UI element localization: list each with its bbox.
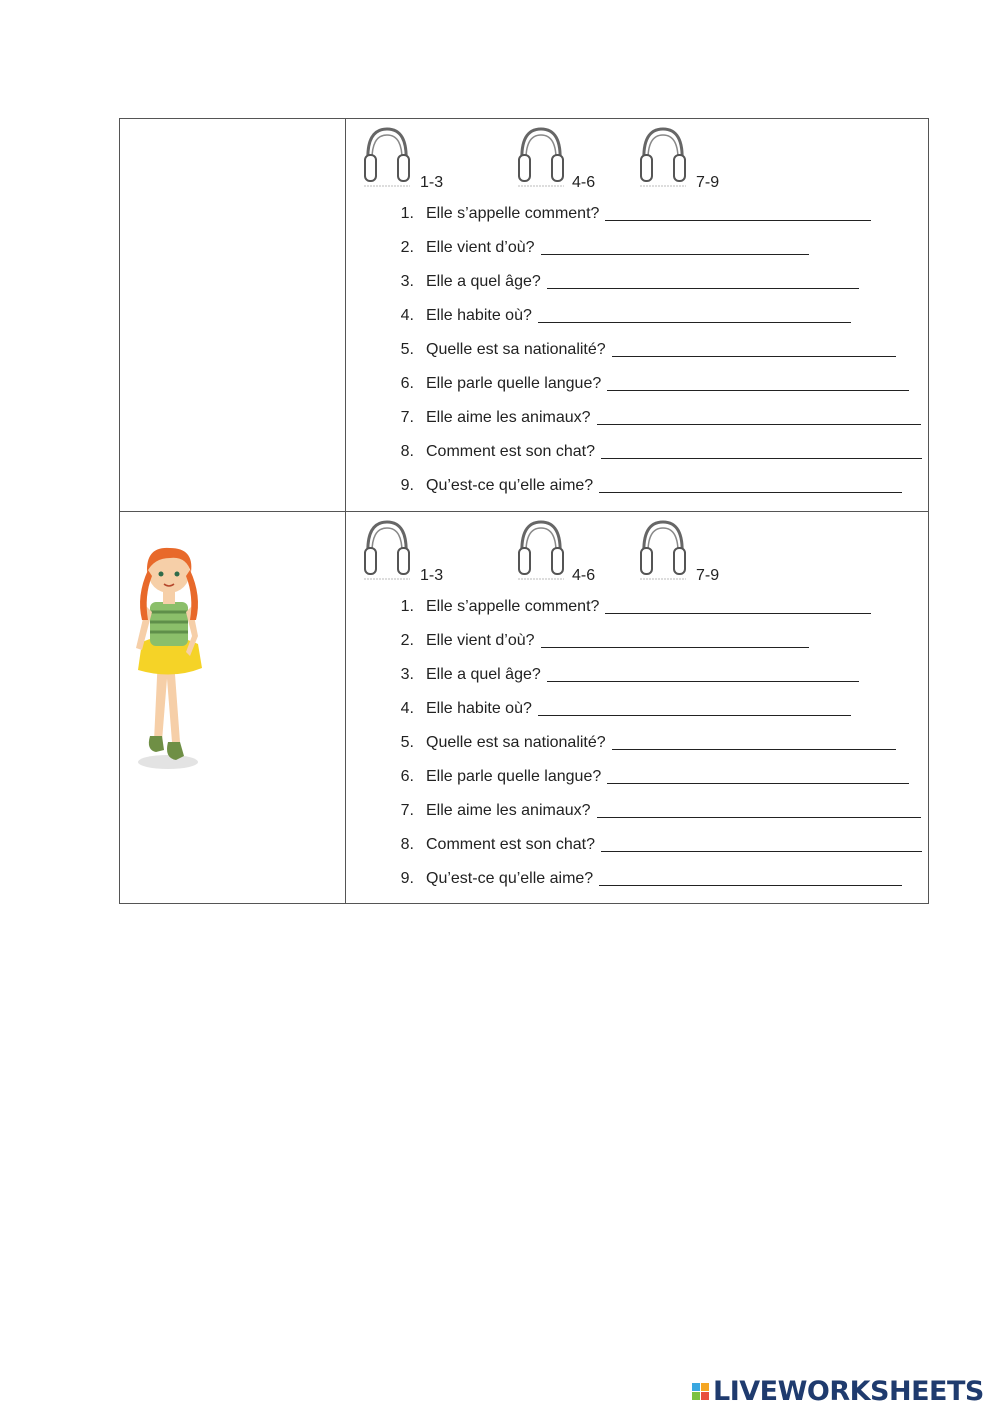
question-text: Qu’est-ce qu’elle aime? [426, 477, 594, 494]
logo-square-1 [692, 1383, 700, 1391]
question-item [376, 477, 922, 511]
answer-blank[interactable] [605, 205, 871, 221]
answer-blank[interactable] [599, 477, 902, 493]
question-text: Comment est son chat? [426, 836, 595, 853]
audio-range-label: 1-3 [420, 174, 444, 191]
question-item [376, 802, 922, 836]
question-item [376, 700, 922, 734]
question-item [376, 239, 922, 273]
question-text: Quelle est sa nationalité? [426, 341, 606, 358]
worksheet-table [119, 118, 929, 904]
question-number: 7. [400, 802, 414, 819]
question-text: Elle vient d’où? [426, 239, 535, 256]
question-number: 4. [400, 700, 414, 717]
question-number: 5. [400, 341, 414, 358]
audio-range-label: 1-3 [420, 567, 444, 584]
question-item [376, 205, 922, 239]
question-item [376, 273, 922, 307]
question-number: 6. [400, 375, 414, 392]
answer-blank[interactable] [607, 375, 909, 391]
question-text: Elle habite où? [426, 700, 532, 717]
question-item [376, 375, 922, 409]
question-text: Elle s’appelle comment? [426, 205, 600, 222]
question-list [376, 205, 922, 511]
headphones-icon[interactable] [516, 125, 566, 189]
question-number: 6. [400, 768, 414, 785]
headphones-icon[interactable] [516, 518, 566, 582]
answer-blank[interactable] [597, 409, 921, 425]
answer-blank[interactable] [541, 632, 809, 648]
question-number: 3. [400, 273, 414, 290]
logo-square-4 [701, 1392, 709, 1400]
question-text: Elle vient d’où? [426, 632, 535, 649]
question-text: Elle a quel âge? [426, 666, 541, 683]
answer-blank[interactable] [547, 666, 859, 682]
question-item [376, 598, 922, 632]
question-item [376, 307, 922, 341]
headphones-icon[interactable] [638, 518, 688, 582]
question-number: 2. [400, 632, 414, 649]
logo-text: LIVEWORKSHEETS [713, 1375, 984, 1407]
logo-square-3 [692, 1392, 700, 1400]
picture-cell-empty [120, 119, 346, 511]
questions-cell [346, 512, 928, 903]
question-text: Elle s’appelle comment? [426, 598, 600, 615]
question-number: 8. [400, 836, 414, 853]
question-text: Quelle est sa nationalité? [426, 734, 606, 751]
logo-mark-icon [692, 1383, 709, 1400]
answer-blank[interactable] [547, 273, 859, 289]
question-text: Elle aime les animaux? [426, 409, 591, 426]
question-text: Elle habite où? [426, 307, 532, 324]
audio-range-label: 7-9 [696, 567, 720, 584]
question-item [376, 666, 922, 700]
question-number: 7. [400, 409, 414, 426]
liveworksheets-logo [692, 1376, 984, 1406]
question-item [376, 734, 922, 768]
question-number: 5. [400, 734, 414, 751]
question-item [376, 768, 922, 802]
question-text: Elle parle quelle langue? [426, 768, 602, 785]
question-text: Elle parle quelle langue? [426, 375, 602, 392]
question-item [376, 443, 922, 477]
question-item [376, 409, 922, 443]
audio-range-label: 4-6 [572, 567, 596, 584]
question-item [376, 870, 922, 904]
headphones-icon[interactable] [362, 518, 412, 582]
worksheet-row-1 [120, 119, 928, 511]
answer-blank[interactable] [538, 307, 851, 323]
answer-blank[interactable] [607, 768, 909, 784]
answer-blank[interactable] [601, 836, 922, 852]
logo-square-2 [701, 1383, 709, 1391]
answer-blank[interactable] [538, 700, 851, 716]
question-text: Elle a quel âge? [426, 273, 541, 290]
question-number: 9. [400, 870, 414, 887]
question-number: 3. [400, 666, 414, 683]
answer-blank[interactable] [612, 734, 896, 750]
answer-blank[interactable] [599, 870, 902, 886]
question-text: Comment est son chat? [426, 443, 595, 460]
answer-blank[interactable] [612, 341, 896, 357]
worksheet-row-2 [120, 511, 928, 903]
audio-range-label: 7-9 [696, 174, 720, 191]
question-text: Elle aime les animaux? [426, 802, 591, 819]
question-item [376, 836, 922, 870]
question-number: 9. [400, 477, 414, 494]
picture-cell [120, 512, 346, 903]
headphones-icon[interactable] [638, 125, 688, 189]
question-number: 2. [400, 239, 414, 256]
answer-blank[interactable] [597, 802, 921, 818]
audio-range-label: 4-6 [572, 174, 596, 191]
question-list [376, 598, 922, 904]
girl-illustration [128, 536, 212, 774]
question-item [376, 632, 922, 666]
questions-cell [346, 119, 928, 511]
answer-blank[interactable] [601, 443, 922, 459]
question-number: 8. [400, 443, 414, 460]
answer-blank[interactable] [541, 239, 809, 255]
question-number: 4. [400, 307, 414, 324]
question-item [376, 341, 922, 375]
headphones-icon[interactable] [362, 125, 412, 189]
question-number: 1. [400, 598, 414, 615]
question-number: 1. [400, 205, 414, 222]
question-text: Qu’est-ce qu’elle aime? [426, 870, 594, 887]
answer-blank[interactable] [605, 598, 871, 614]
